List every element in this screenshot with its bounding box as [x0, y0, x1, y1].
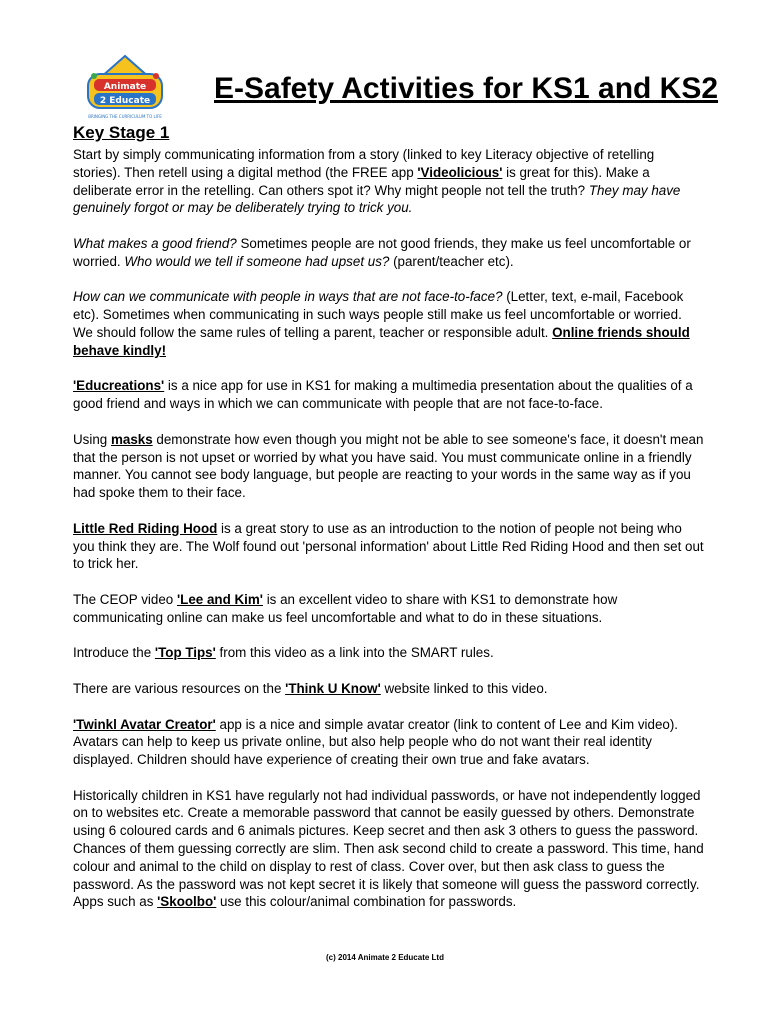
paragraph-red-riding-hood: Little Red Riding Hood is a great story to use as an introduction to the notion of people not being who you think they are. The Wolf found out 'personal information' about Little Red Riding Hood and then set out to trick her.	[73, 520, 704, 572]
masks-link[interactable]: masks	[110, 431, 153, 447]
twinkl-avatar-creator-link[interactable]: 'Twinkl Avatar Creator'	[73, 716, 216, 732]
copyright-footer: (c) 2014 Animate 2 Educate Ltd	[326, 953, 444, 962]
top-tips-link[interactable]: 'Top Tips'	[154, 645, 216, 661]
paragraph-good-friend: What makes a good friend? Sometimes people are not good friends, they make us feel uncomfortable or worried. Who would we tell if someone had upset us? (parent/teacher etc).	[73, 235, 691, 269]
key-stage-heading: Key Stage 1	[73, 123, 170, 142]
educreations-link[interactable]: 'Educreations'	[73, 378, 165, 394]
logo-bottom-text: 2 Educate	[99, 96, 151, 106]
paragraph-top-tips: Introduce the 'Top Tips' from this video as a link into the SMART rules.	[73, 645, 494, 661]
paragraph-ceop-video: The CEOP video 'Lee and Kim' is an excellent video to share with KS1 to demonstrate how communicating online can make us feel uncomfortable and what to do in these situations.	[73, 591, 618, 625]
videolicious-link[interactable]: 'Videolicious'	[417, 164, 503, 180]
logo-tagline: BRINGING THE CURRICULUM TO LIFE	[88, 114, 162, 119]
paragraph-passwords: Historically children in KS1 have regularly not had individual passwords, or have not independently logged on to websites etc. Create a memorable password that cannot be easily guessed by others. Demonstrate using 6 coloured cards and 6 animals pictures. Keep secret and then ask 3 others to guess the password. Chances of them guessing correctly are slim. Then ask second child to create a password. This time, hand colour and animal to the child on display to rest of class. Cover over, but then ask class to guess the password. As the password was not kept secret it is likely that someone will guess the password correctly. Apps such as 'Skoolbo' use this colour/animal combination for passwords.	[73, 787, 704, 910]
animate-2-educate-logo	[80, 52, 170, 124]
think-u-know-link[interactable]: 'Think U Know'	[285, 680, 381, 696]
page-title: E-Safety Activities for KS1 and KS2	[214, 72, 719, 105]
document-body	[73, 122, 705, 911]
paragraph-communicate: How can we communicate with people in ways that are not face-to-face? (Letter, text, e-mail, Facebook etc). Sometimes when communicating in such ways people still make us feel uncomfortable or worried. We should follow the same rules of telling a parent, teacher or responsible adult. Online friends should behave kindly!	[73, 289, 690, 358]
lee-and-kim-link[interactable]: 'Lee and Kim'	[176, 591, 263, 607]
paragraph-think-u-know: There are various resources on the 'Think U Know' website linked to this video.	[73, 680, 548, 696]
skoolbo-link[interactable]: 'Skoolbo'	[157, 894, 217, 910]
paragraph-masks: Using masks demonstrate how even though you might not be able to see someone's face, it doesn't mean that the person is not upset or worried by what you have said. You must communicate online in a friendly manner. You cannot see body language, but people are reacting to your words in the same way as if you had spoke them to their face.	[73, 431, 704, 501]
online-friends-link[interactable]: Online friends should behave kindly!	[73, 324, 690, 358]
logo-top-text: Animate	[103, 82, 147, 92]
paragraph-avatar-creator: 'Twinkl Avatar Creator' app is a nice and simple avatar creator (link to content of Lee and Kim video). Avatars can help to keep us private online, but also help people who do not want their real identity displayed. Children should have experience of creating their own true and fake avatars.	[73, 716, 679, 768]
paragraph-educreations: 'Educreations' is a nice app for use in KS1 for making a multimedia presentation about the qualities of a good friend and ways in which we can communicate with people that are not face-to-face.	[73, 378, 693, 412]
red-riding-hood-link[interactable]: Little Red Riding Hood	[73, 520, 218, 536]
paragraph-retelling: Start by simply communicating information from a story (linked to key Literacy objective of retelling stories). Then retell using a digital method (the FREE app 'Videolicious' is great for this). Make a deliberate error in the retelling. Can others spot it? Why might people not tell the truth? They may have genuinely forgot or may be deliberately trying to trick you.	[73, 147, 681, 216]
